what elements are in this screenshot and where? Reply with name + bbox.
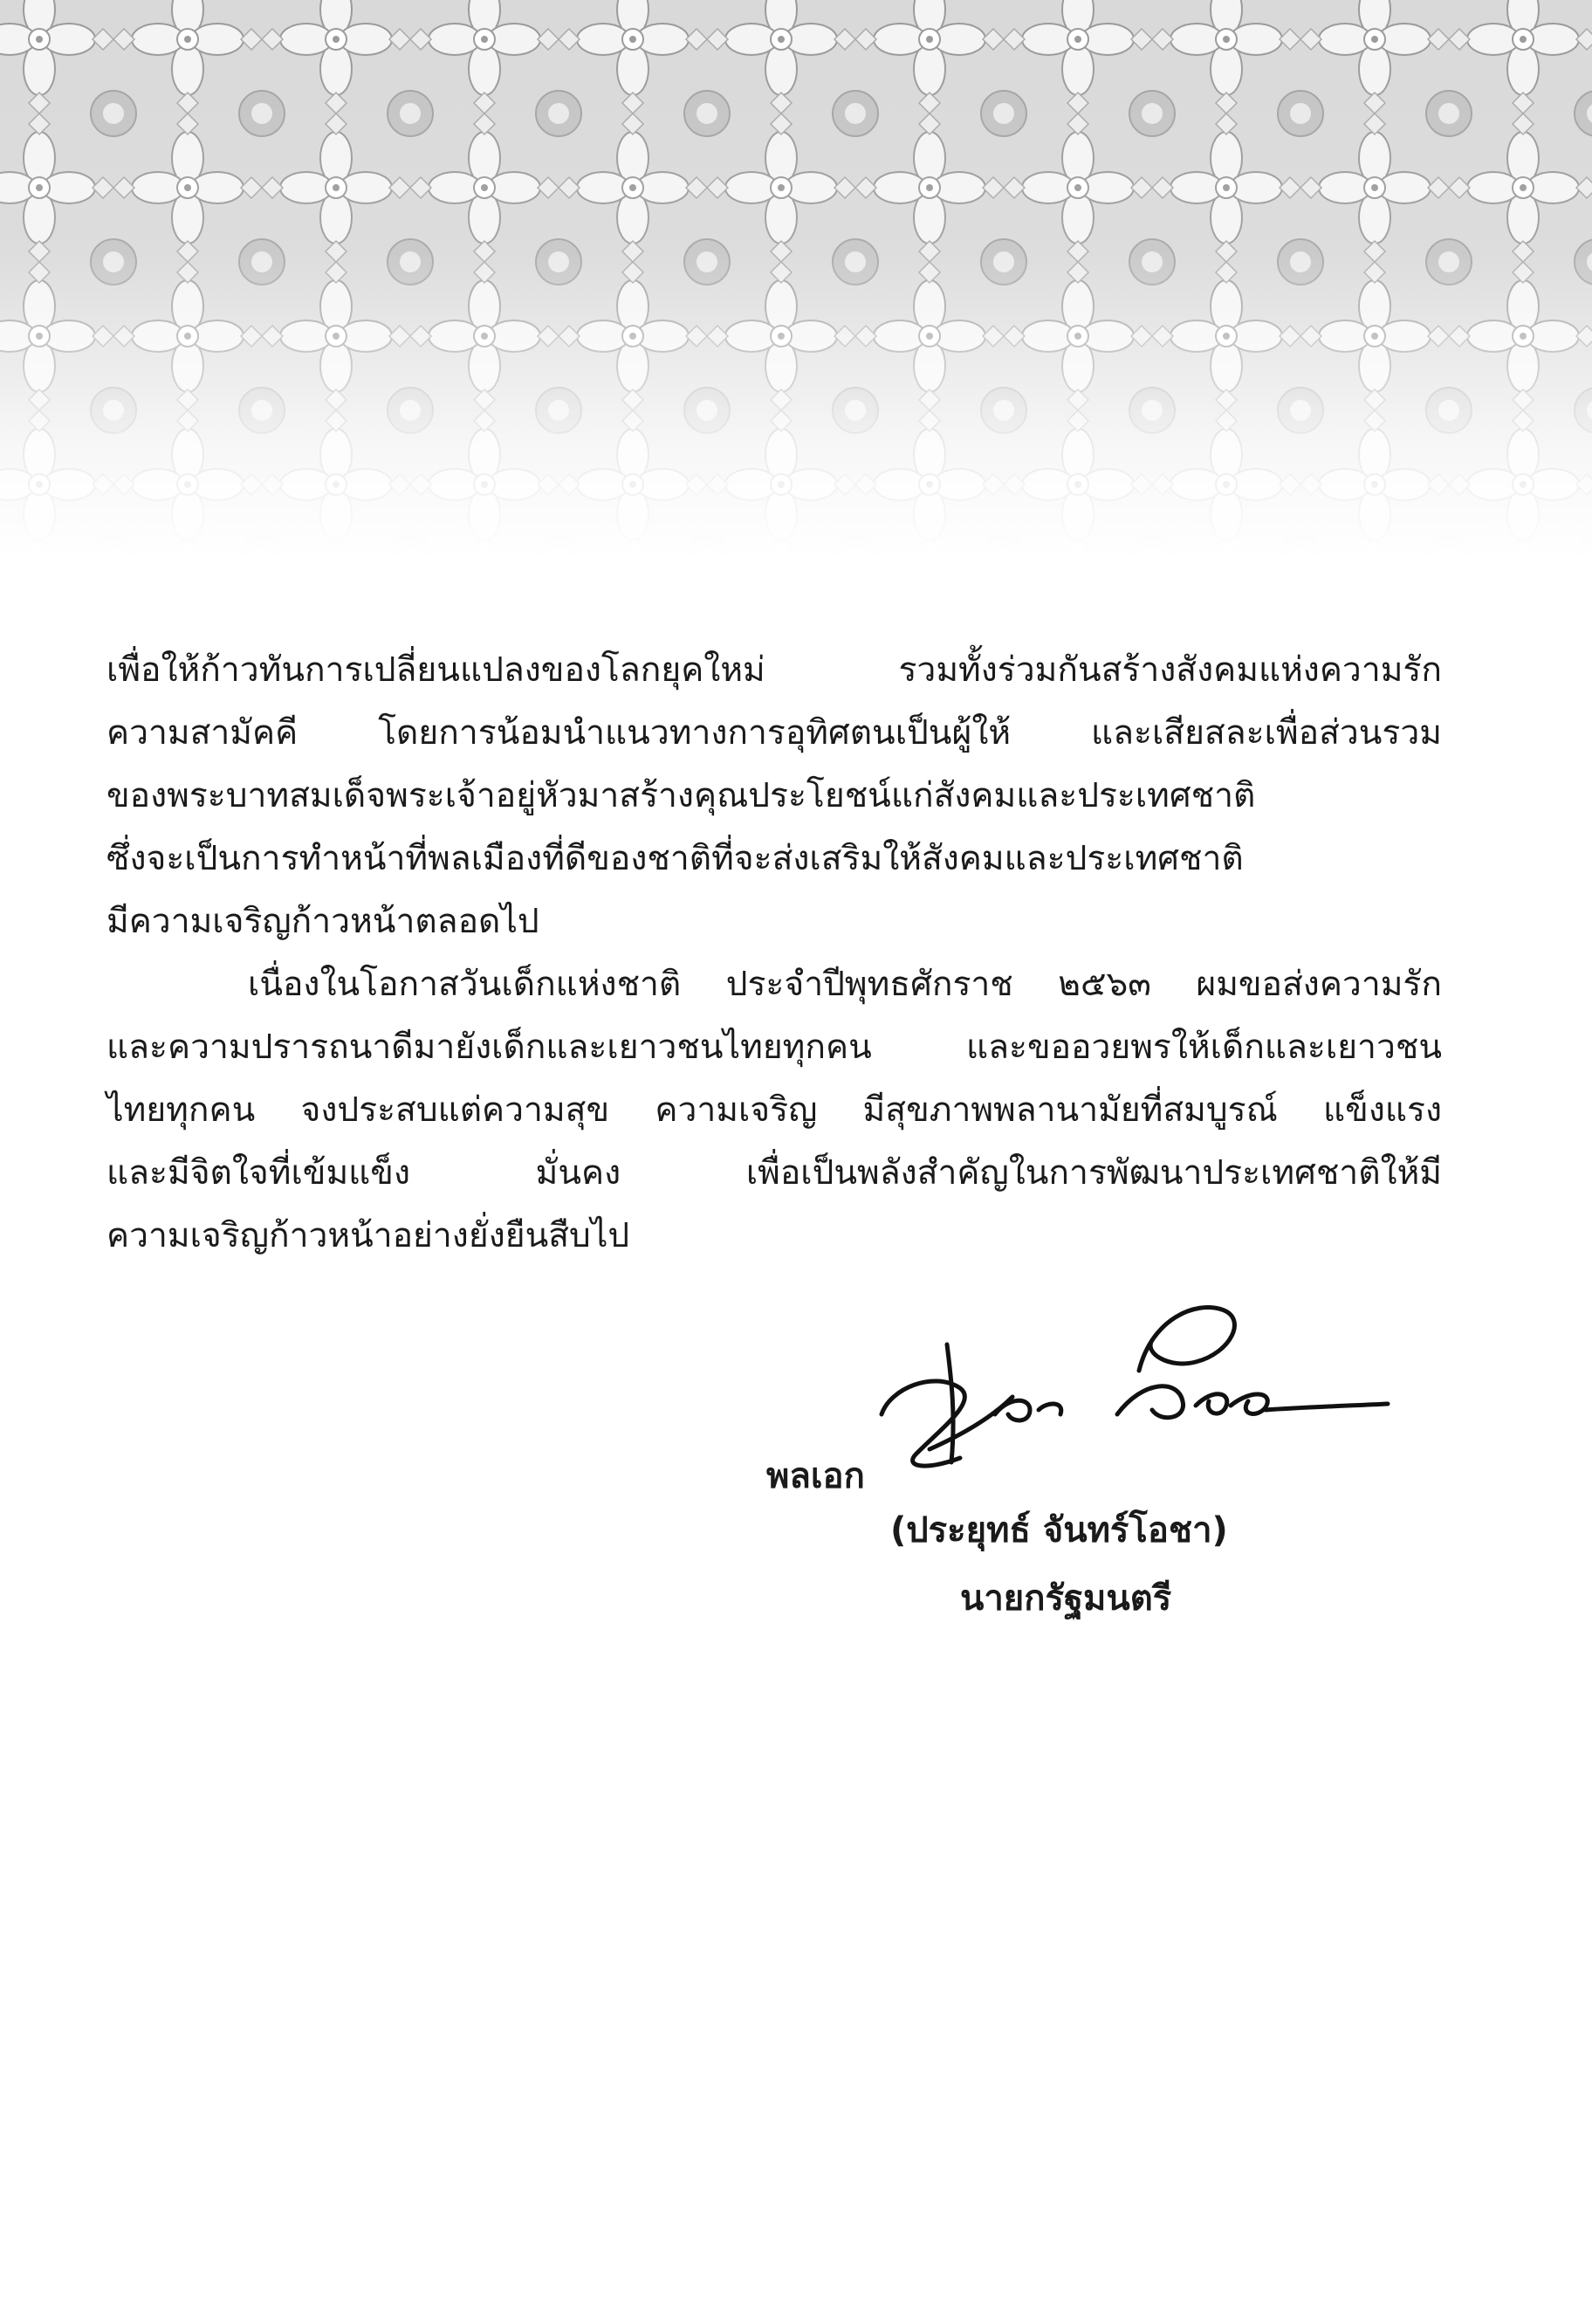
signer-rank: พลเอก xyxy=(766,1456,865,1496)
signer-position: นายกรัฐมนตรี xyxy=(960,1578,1172,1619)
message-line: เนื่องในโอกาสวันเด็กแห่งชาติ ประจำปีพุทธศักราช ๒๕๖๓ ผมขอส่งความรัก xyxy=(248,965,1442,1004)
message-line: ไทยทุกคน จงประสบแต่ความสุข ความเจริญ มีสุขภาพพลานามัยที่สมบูรณ์ แข็งแรง xyxy=(106,1090,1442,1130)
floral-tile-icon xyxy=(0,0,1592,559)
message-line: และมีจิตใจที่เข้มแข็ง มั่นคง เพื่อเป็นพลังสำคัญในการพัฒนาประเทศชาติให้มี xyxy=(106,1153,1442,1193)
header-floral-pattern xyxy=(0,0,1592,559)
message-line: และความปรารถนาดีมายังเด็กและเยาวชนไทยทุกคน และขออวยพรให้เด็กและเยาวชน xyxy=(106,1028,1442,1067)
message-line: มีความเจริญก้าวหน้าตลอดไป xyxy=(106,902,539,941)
message-line: ความเจริญก้าวหน้าอย่างยั่งยืนสืบไป xyxy=(106,1216,630,1255)
handwritten-signature xyxy=(864,1292,1405,1493)
signer-name: (ประยุทธ์ จันทร์โอชา) xyxy=(890,1510,1228,1550)
message-line: ซึ่งจะเป็นการทำหน้าที่พลเมืองที่ดีของชาติที่จะส่งเสริมให้สังคมและประเทศชาติ xyxy=(106,839,1244,878)
message-line: ความสามัคคี โดยการน้อมนำแนวทางการอุทิศตนเป็นผู้ให้ และเสียสละเพื่อส่วนรวม xyxy=(106,713,1442,753)
signature-block xyxy=(759,1292,1458,1659)
message-body xyxy=(106,639,1442,1268)
message-line: ของพระบาทสมเด็จพระเจ้าอยู่หัวมาสร้างคุณประโยชน์แก่สังคมและประเทศชาติ xyxy=(106,776,1256,815)
message-line: เพื่อให้ก้าวทันการเปลี่ยนแปลงของโลกยุคใหม่ รวมทั้งร่วมกันสร้างสังคมแห่งความรัก xyxy=(106,650,1442,690)
